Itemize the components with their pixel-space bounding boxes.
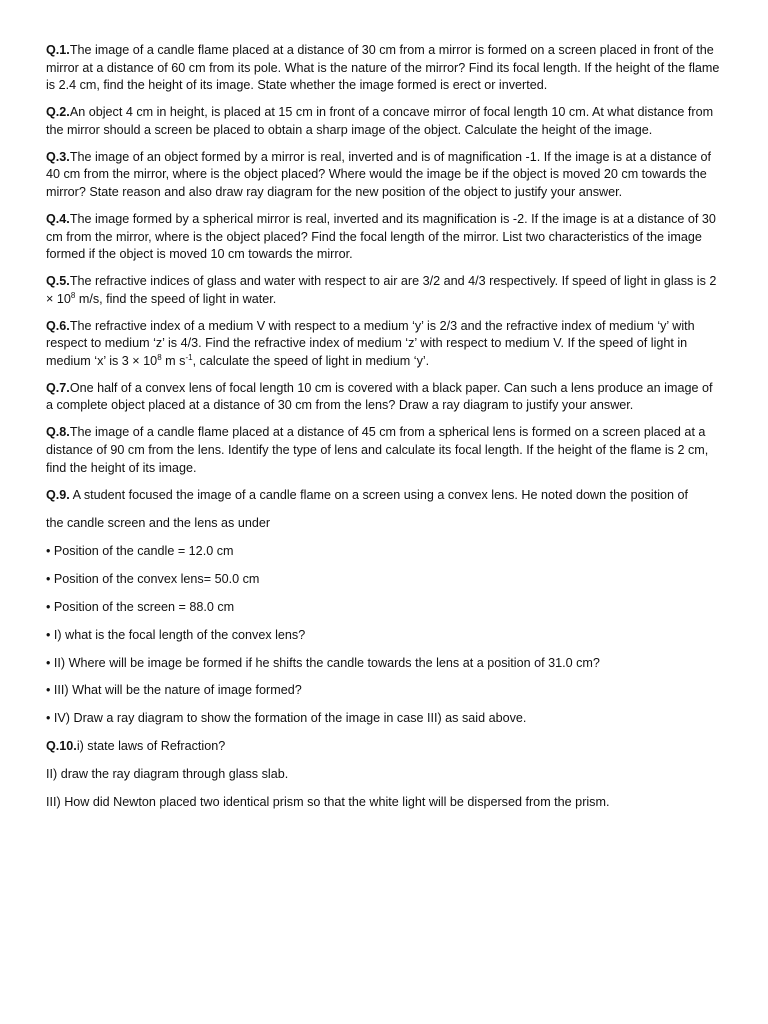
bullet-item: • I) what is the focal length of the convex lens? [46,627,306,642]
question-text: The image of an object formed by a mirror is real, inverted and is of magnification -1. If the image is at a distance of 40 cm from the mirror, where is the object placed? Where would the image be if the object is moved 20 cm towards the mirror? State reason and also draw ray diagram for the new position of the object to justify your answer. [46,149,712,199]
question-10-part-1 [46,738,722,756]
exponent: 8 [70,290,76,300]
question-6 [46,318,722,371]
worksheet [46,42,722,822]
question-text: The refractive index of a medium V with respect to a medium ‘y’ is 2/3 and the refractive index of medium ‘y’ with respect to medium ‘z’ is 4/3. Find the refractive index of medium ‘z’ with respect to medium V. If the speed of light in medium ‘x’ is 3 × 10 [46,318,695,368]
bullet-item: • Position of the convex lens= 50.0 cm [46,571,260,586]
question-5 [46,273,722,308]
question-9-intro [46,487,722,505]
question-text: m s [161,353,186,368]
question-number: Q.5. [46,274,70,289]
question-text: The image of a candle flame placed at a distance of 45 cm from a spherical lens is formed on a screen placed at a distance of 90 cm from the lens. Identify the type of lens and calculate its focal length. If the height of the flame is 2 cm, find the height of its image. [46,425,709,475]
bullet-item: • IV) Draw a ray diagram to show the formation of the image in case III) as said above. [46,711,527,726]
question-number: Q.6. [46,318,70,333]
question-number: Q.4. [46,211,70,226]
exponent: 8 [157,352,162,362]
bullet-item: • Position of the screen = 88.0 cm [46,599,235,614]
question-1 [46,42,722,95]
question-4 [46,211,722,264]
question-text: A student focused the image of a candle flame on a screen using a convex lens. He noted down the position of [69,487,689,502]
question-8 [46,424,722,477]
question-number: Q.2. [46,105,70,120]
bullet-item: • III) What will be the nature of image formed? [46,683,302,698]
question-text: The refractive indices of glass and water with respect to air are 3/2 and 4/3 respectively. If speed of light in glass is 2 × 10 [46,274,717,306]
question-number: Q.8. [46,425,70,440]
question-2 [46,104,722,139]
question-number: Q.10. [46,739,77,754]
question-10-part-2: II) draw the ray diagram through glass slab. [46,767,289,782]
question-text: One half of a convex lens of focal length 10 cm is covered with a black paper. Can such a lens produce an image of a complete object placed at a distance of 30 cm from the lens? Draw a ray diagram to justify your answer. [46,380,713,413]
question-9-intro-continued: the candle screen and the lens as under [46,515,271,530]
exponent: -1 [185,352,193,362]
question-text: m/s, find the speed of light in water. [75,291,277,306]
question-text: , calculate the speed of light in medium ‘y’. [192,353,430,368]
question-text: The image formed by a spherical mirror is real, inverted and its magnification is -2. If the image is at a distance of 30 cm from the mirror, where is the object placed? Find the focal length of the mirror. List two characteristics of the image formed if the object is moved 10 cm towards the mirror. [46,211,716,262]
question-number: Q.7. [46,380,70,395]
question-text: The image of a candle flame placed at a distance of 30 cm from a mirror is formed on a screen placed in front of the mirror at a distance of 60 cm from its pole. What is the nature of the mirror? Find its focal length. If the height of the flame is 2.4 cm, find the height of its image. State whether the image formed is erect or inverted. [46,43,720,93]
bullet-item: • II) Where will be image be formed if he shifts the candle towards the lens at a position of 31.0 cm? [46,655,600,670]
question-7 [46,380,722,415]
question-number: Q.1. [46,43,70,57]
question-number: Q.9. [46,487,70,502]
question-10 [46,738,722,812]
question-3 [46,149,722,202]
question-number: Q.3. [46,149,70,164]
question-9 [46,487,722,728]
question-10-part-3: III) How did Newton placed two identical prism so that the white light will be dispersed from the prism. [46,795,610,810]
bullet-item: • Position of the candle = 12.0 cm [46,543,234,558]
question-text: An object 4 cm in height, is placed at 15 cm in front of a concave mirror of focal length 10 cm. At what distance from the mirror should a screen be placed to obtain a sharp image of the object. Calculate the height of the image. [46,105,714,137]
question-text: i) state laws of Refraction? [76,739,226,754]
